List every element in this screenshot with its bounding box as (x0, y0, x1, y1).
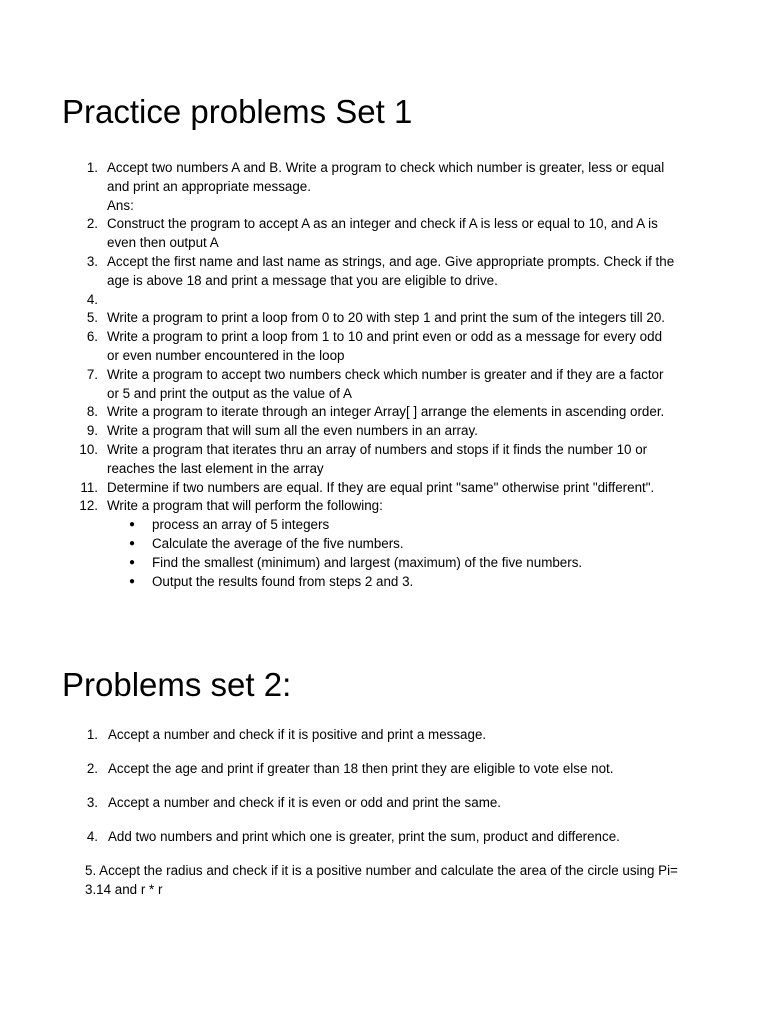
list-item-text: Write a program to accept two numbers check which number is greater and if they are a factor or 5 and print the output as the value of A (107, 366, 664, 401)
bullet-icon: ● (129, 575, 136, 587)
list-item-number: 1. (86, 160, 98, 175)
set1-problem-list (0, 159, 768, 591)
list-item-text: Write a program that iterates thru an array of numbers and stops if it finds the number 10 or reaches the last element in the array (107, 441, 648, 476)
list-item-number: 12. (79, 498, 98, 514)
list-item-text: Determine if two numbers are equal. If they are equal print "same" otherwise print "different". (107, 479, 655, 495)
list-item (0, 441, 768, 479)
list-item (0, 328, 768, 366)
bullet-icon: ● (129, 537, 136, 549)
list-item (0, 726, 768, 745)
list-item (0, 760, 768, 779)
list-item-number: 10. (79, 441, 98, 457)
heading-problems-set-2: Problems set 2: (62, 666, 292, 703)
list-item-text: Accept two numbers A and B. Write a program to check which number is greater, less or equal and print an appropriate message. (107, 160, 665, 194)
list-item-number: 6. (86, 329, 98, 345)
list-item (0, 253, 768, 291)
list-item-text: Accept a number and check if it is even or odd and print the same. (108, 794, 502, 810)
bullet-text: process an array of 5 integers (152, 517, 330, 533)
list-item-number: 3. (86, 794, 98, 810)
problem-5-paragraph: 5. Accept the radius and check if it is a positive number and calculate the area of the circle using Pi= 3.14 and r * r (85, 863, 678, 897)
list-item (0, 497, 768, 591)
list-item (0, 366, 768, 404)
heading-practice-problems-set-1: Practice problems Set 1 (62, 93, 413, 130)
bullet-item (107, 554, 676, 573)
list-item-text: Accept the first name and last name as strings, and age. Give appropriate prompts. Check if the age is above 18 and print a message that you are eligible to drive. (107, 253, 675, 288)
list-item-text: Write a program to iterate through an integer Array[ ] arrange the elements in ascending order. (107, 404, 665, 420)
bullet-item (107, 516, 676, 535)
list-item-number: 5. (86, 310, 98, 326)
answer-label: Ans: (107, 197, 134, 213)
list-item (0, 422, 768, 441)
list-item (0, 479, 768, 498)
list-item-number: 9. (86, 423, 98, 439)
list-item-number: 11. (80, 479, 98, 495)
list-item (0, 159, 768, 215)
list-item (0, 215, 768, 253)
list-item-text: Write a program that will sum all the even numbers in an array. (107, 423, 478, 439)
bullet-text: Find the smallest (minimum) and largest (maximum) of the five numbers. (152, 554, 583, 570)
bullet-icon: ● (129, 556, 136, 568)
list-item-number: 8. (86, 404, 98, 420)
bullet-icon: ● (129, 519, 136, 531)
sub-bullet-list (107, 516, 676, 591)
list-item-number: 2. (86, 760, 98, 776)
list-item-number: 3. (86, 253, 98, 269)
list-item-text: Construct the program to accept A as an integer and check if A is less or equal to 10, and A is even then output A (107, 216, 658, 251)
list-item-text: Accept a number and check if it is positive and print a message. (108, 727, 487, 742)
bullet-item (107, 535, 676, 554)
list-item-text: Write a program to print a loop from 0 to 20 with step 1 and print the sum of the integers till 20. (107, 310, 665, 326)
list-item-number: 7. (86, 366, 98, 382)
list-item-number: 4. (86, 828, 98, 844)
list-item (0, 403, 768, 422)
list-item-text: Write a program that will perform the following: (107, 498, 383, 514)
bullet-text: Calculate the average of the five numbers. (152, 535, 404, 551)
list-item (0, 309, 768, 328)
list-item (0, 794, 768, 813)
set2-problem-list (0, 726, 768, 862)
bullet-item (107, 573, 676, 592)
bullet-text: Output the results found from steps 2 and 3. (152, 573, 414, 589)
list-item-number: 2. (86, 216, 98, 232)
list-item-text: Write a program to print a loop from 1 to 10 and print even or odd as a message for every odd or even number encountered in the loop (107, 329, 663, 363)
list-item (0, 291, 768, 310)
list-item-text: Accept the age and print if greater than 18 then print they are eligible to vote else not. (108, 760, 614, 776)
list-item (0, 828, 768, 847)
list-item-number: 4. (86, 291, 98, 307)
list-item-text: Add two numbers and print which one is greater, print the sum, product and difference. (108, 828, 620, 844)
list-item-number: 1. (86, 727, 98, 742)
